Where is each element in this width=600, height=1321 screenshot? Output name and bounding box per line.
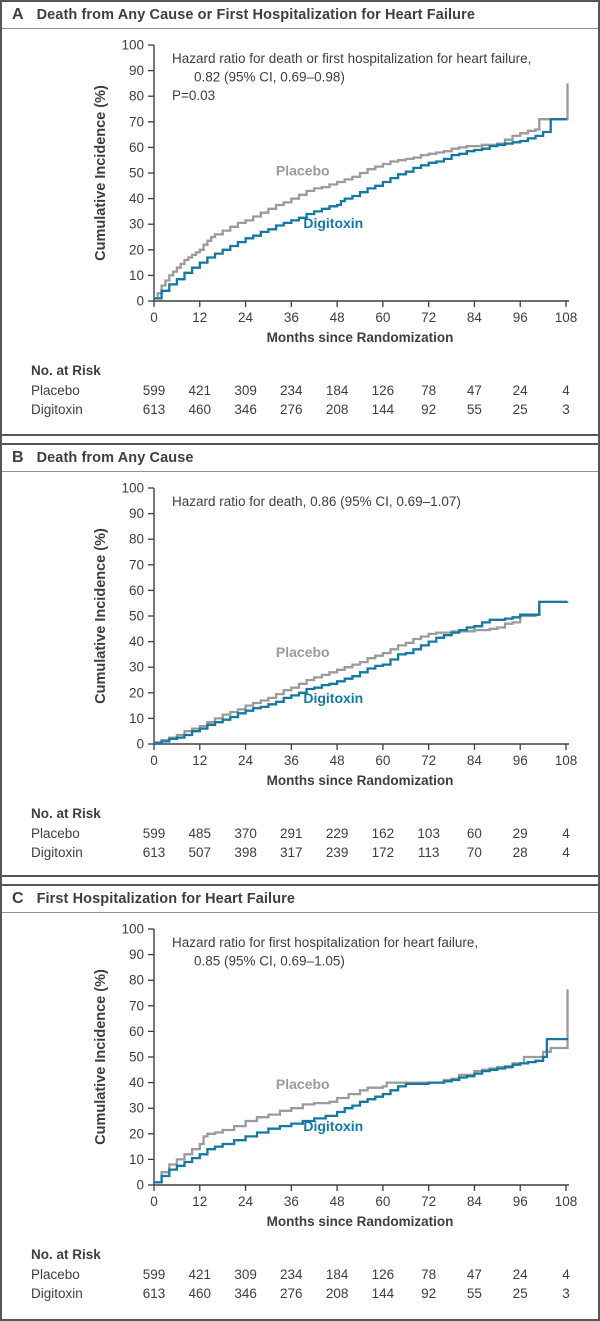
risk-value: 4: [562, 826, 570, 841]
placebo-series-label: Placebo: [275, 643, 330, 660]
risk-value: 208: [325, 402, 349, 417]
x-tick-label: 60: [375, 310, 391, 325]
panel-a-chart: [2, 29, 598, 349]
risk-value: 126: [371, 1267, 395, 1282]
panel-divider: [2, 877, 598, 884]
x-tick-label: 12: [192, 1194, 208, 1209]
risk-value: 113: [417, 845, 440, 860]
risk-value: 276: [280, 1286, 303, 1301]
x-tick-label: 96: [512, 753, 528, 768]
x-tick-label: 0: [150, 310, 158, 325]
y-tick-label: 90: [128, 506, 144, 522]
hazard-ratio-annotation-line: 0.82 (95% CI, 0.69–0.98): [194, 69, 345, 85]
y-tick-label: 0: [136, 736, 144, 752]
x-tick-label: 0: [150, 1194, 158, 1209]
risk-value: 47: [466, 383, 482, 398]
hazard-ratio-annotation-line: P=0.03: [172, 88, 216, 103]
risk-value: 309: [234, 383, 257, 398]
risk-row-digitoxin: [2, 1286, 598, 1304]
digitoxin-curve: [154, 1039, 568, 1182]
risk-row-label: Placebo: [31, 826, 80, 841]
panel-b: [2, 443, 598, 877]
digitoxin-curve: [154, 119, 567, 298]
risk-value: 55: [466, 402, 482, 417]
risk-value: 184: [325, 383, 349, 398]
y-tick-label: 40: [128, 634, 144, 650]
y-tick-label: 70: [128, 998, 144, 1014]
y-tick-label: 80: [128, 972, 144, 988]
risk-value: 144: [371, 1286, 395, 1301]
y-tick-label: 50: [128, 608, 144, 624]
risk-value: 60: [466, 826, 482, 841]
risk-value: 613: [142, 402, 166, 417]
y-tick-label: 10: [128, 1151, 144, 1167]
y-tick-label: 100: [121, 480, 144, 496]
risk-value: 276: [280, 402, 303, 417]
y-tick-label: 100: [121, 37, 144, 53]
panel-a-title: Death from Any Cause or First Hospitalization for Heart Failure: [36, 7, 475, 23]
risk-value: 162: [371, 826, 395, 841]
panel-a-letter: A: [12, 6, 24, 23]
x-tick-label: 96: [512, 1194, 528, 1209]
y-axis-title: Cumulative Incidence (%): [93, 969, 109, 1145]
panel-b-title: Death from Any Cause: [36, 450, 194, 466]
panel-b-risk-table: [2, 792, 598, 875]
panel-a-plot: [2, 29, 598, 349]
x-tick-label: 12: [192, 310, 208, 325]
hazard-ratio-annotation-line: Hazard ratio for first hospitalization for heart failure,: [172, 935, 479, 950]
panel-b-chart: [2, 472, 598, 792]
risk-value: 24: [512, 383, 528, 398]
risk-value: 613: [142, 845, 166, 860]
risk-table-heading: No. at Risk: [31, 806, 101, 821]
risk-value: 421: [188, 383, 212, 398]
y-tick-label: 20: [128, 1126, 144, 1142]
x-tick-label: 72: [421, 310, 437, 325]
y-tick-label: 60: [128, 139, 144, 155]
panel-c-chart: [2, 913, 598, 1233]
x-tick-label: 24: [238, 1194, 254, 1209]
x-tick-label: 72: [421, 753, 437, 768]
risk-value: 55: [466, 1286, 482, 1301]
risk-value: 460: [188, 1286, 212, 1301]
y-tick-label: 80: [128, 531, 144, 547]
risk-value: 4: [562, 845, 570, 860]
placebo-series-label: Placebo: [275, 162, 330, 179]
panel-c-letter: C: [12, 890, 24, 907]
hazard-ratio-annotation-line: Hazard ratio for death, 0.86 (95% CI, 0.69–1.07): [172, 494, 461, 509]
x-tick-label: 48: [329, 310, 345, 325]
risk-value: 4: [562, 383, 570, 398]
y-tick-label: 90: [128, 947, 144, 963]
risk-value: 78: [421, 1267, 437, 1282]
risk-value: 78: [421, 383, 437, 398]
y-tick-label: 90: [128, 63, 144, 79]
placebo-curve: [154, 83, 568, 298]
risk-row-label: Placebo: [31, 383, 80, 398]
x-tick-label: 48: [329, 1194, 345, 1209]
risk-value: 239: [325, 845, 349, 860]
x-tick-label: 36: [283, 753, 299, 768]
x-axis-title: Months since Randomization: [266, 773, 454, 788]
x-tick-label: 24: [238, 310, 254, 325]
risk-row-label: Digitoxin: [31, 1286, 83, 1301]
risk-value: 4: [562, 1267, 570, 1282]
risk-value: 346: [234, 402, 257, 417]
panel-c-risk-table: [2, 1233, 598, 1318]
x-tick-label: 108: [554, 310, 578, 325]
y-tick-label: 20: [128, 242, 144, 258]
panel-b-plot: [2, 472, 598, 792]
risk-value: 47: [466, 1267, 482, 1282]
risk-value: 172: [371, 845, 395, 860]
risk-value: 613: [142, 1286, 166, 1301]
digitoxin-series-label: Digitoxin: [303, 1118, 364, 1135]
panel-a: [2, 2, 598, 436]
x-tick-label: 48: [329, 753, 345, 768]
risk-value: 599: [142, 383, 166, 398]
risk-value: 28: [512, 845, 528, 860]
x-tick-label: 60: [375, 753, 391, 768]
x-tick-label: 84: [466, 753, 482, 768]
y-tick-label: 50: [128, 165, 144, 181]
risk-value: 317: [280, 845, 303, 860]
x-tick-label: 84: [466, 310, 482, 325]
risk-value: 485: [188, 826, 212, 841]
hazard-ratio-annotation-line: Hazard ratio for death or first hospitalization for heart failure,: [172, 51, 532, 66]
risk-value: 507: [188, 845, 212, 860]
panel-b-header: [2, 445, 598, 472]
x-axis-title: Months since Randomization: [266, 330, 454, 345]
risk-row-placebo: [2, 383, 598, 401]
risk-value: 92: [421, 402, 437, 417]
risk-row-label: Digitoxin: [31, 402, 83, 417]
y-tick-label: 10: [128, 267, 144, 283]
risk-value: 103: [417, 826, 440, 841]
y-tick-label: 40: [128, 191, 144, 207]
risk-value: 126: [371, 383, 395, 398]
x-tick-label: 72: [421, 1194, 437, 1209]
risk-value: 29: [512, 826, 528, 841]
x-tick-label: 60: [375, 1194, 391, 1209]
placebo-series-label: Placebo: [275, 1076, 330, 1092]
panel-c-title: First Hospitalization for Heart Failure: [36, 891, 296, 907]
risk-value: 370: [234, 826, 257, 841]
risk-value: 234: [280, 383, 303, 398]
risk-value: 92: [421, 1286, 437, 1301]
risk-value: 3: [562, 1286, 570, 1301]
digitoxin-series-label: Digitoxin: [303, 690, 364, 707]
x-tick-label: 108: [554, 753, 578, 768]
x-tick-label: 96: [512, 310, 528, 325]
y-tick-label: 30: [128, 1100, 144, 1116]
risk-table-heading: No. at Risk: [31, 1247, 101, 1262]
risk-value: 346: [234, 1286, 257, 1301]
y-tick-label: 20: [128, 685, 144, 701]
y-tick-label: 70: [128, 557, 144, 573]
panel-a-risk-table: [2, 349, 598, 434]
risk-row-placebo: [2, 826, 598, 844]
risk-table-heading: No. at Risk: [31, 363, 101, 378]
x-tick-label: 12: [192, 753, 208, 768]
y-axis-title: Cumulative Incidence (%): [93, 85, 109, 261]
risk-row-label: Digitoxin: [31, 845, 83, 860]
y-tick-label: 50: [128, 1049, 144, 1065]
y-tick-label: 60: [128, 582, 144, 598]
panel-divider: [2, 436, 598, 443]
y-tick-label: 0: [136, 293, 144, 309]
panel-c-plot: [2, 913, 598, 1233]
risk-value: 3: [562, 402, 570, 417]
risk-value: 460: [188, 402, 212, 417]
y-tick-label: 70: [128, 114, 144, 130]
x-tick-label: 0: [150, 753, 158, 768]
panel-c: [2, 884, 598, 1318]
y-tick-label: 80: [128, 88, 144, 104]
risk-row-digitoxin: [2, 845, 598, 863]
panel-a-header: [2, 2, 598, 29]
y-tick-label: 60: [128, 1023, 144, 1039]
x-tick-label: 36: [283, 310, 299, 325]
risk-value: 229: [325, 826, 349, 841]
x-tick-label: 108: [554, 1194, 578, 1209]
risk-value: 234: [280, 1267, 303, 1282]
risk-value: 599: [142, 826, 166, 841]
y-tick-label: 40: [128, 1075, 144, 1091]
panel-b-letter: B: [12, 449, 24, 466]
risk-value: 184: [325, 1267, 349, 1282]
risk-value: 25: [512, 402, 528, 417]
risk-value: 291: [280, 826, 303, 841]
risk-value: 70: [466, 845, 482, 860]
risk-value: 208: [325, 1286, 349, 1301]
y-axis-title: Cumulative Incidence (%): [93, 528, 109, 704]
x-tick-label: 24: [238, 753, 254, 768]
risk-row-digitoxin: [2, 402, 598, 420]
y-tick-label: 100: [121, 921, 144, 937]
risk-value: 398: [234, 845, 257, 860]
risk-value: 599: [142, 1267, 166, 1282]
risk-value: 24: [512, 1267, 528, 1282]
y-tick-label: 30: [128, 659, 144, 675]
risk-row-placebo: [2, 1267, 598, 1285]
y-tick-label: 30: [128, 216, 144, 232]
risk-value: 421: [188, 1267, 212, 1282]
x-axis-title: Months since Randomization: [266, 1214, 454, 1229]
y-tick-label: 10: [128, 710, 144, 726]
risk-value: 25: [512, 1286, 528, 1301]
x-tick-label: 36: [283, 1194, 299, 1209]
risk-value: 309: [234, 1267, 257, 1282]
risk-row-label: Placebo: [31, 1267, 80, 1282]
hazard-ratio-annotation-line: 0.85 (95% CI, 0.69–1.05): [194, 953, 345, 969]
placebo-curve: [154, 989, 568, 1182]
digitoxin-series-label: Digitoxin: [303, 215, 364, 232]
x-tick-label: 84: [466, 1194, 482, 1209]
panel-c-header: [2, 886, 598, 913]
risk-value: 144: [371, 402, 395, 417]
y-tick-label: 0: [136, 1177, 144, 1193]
